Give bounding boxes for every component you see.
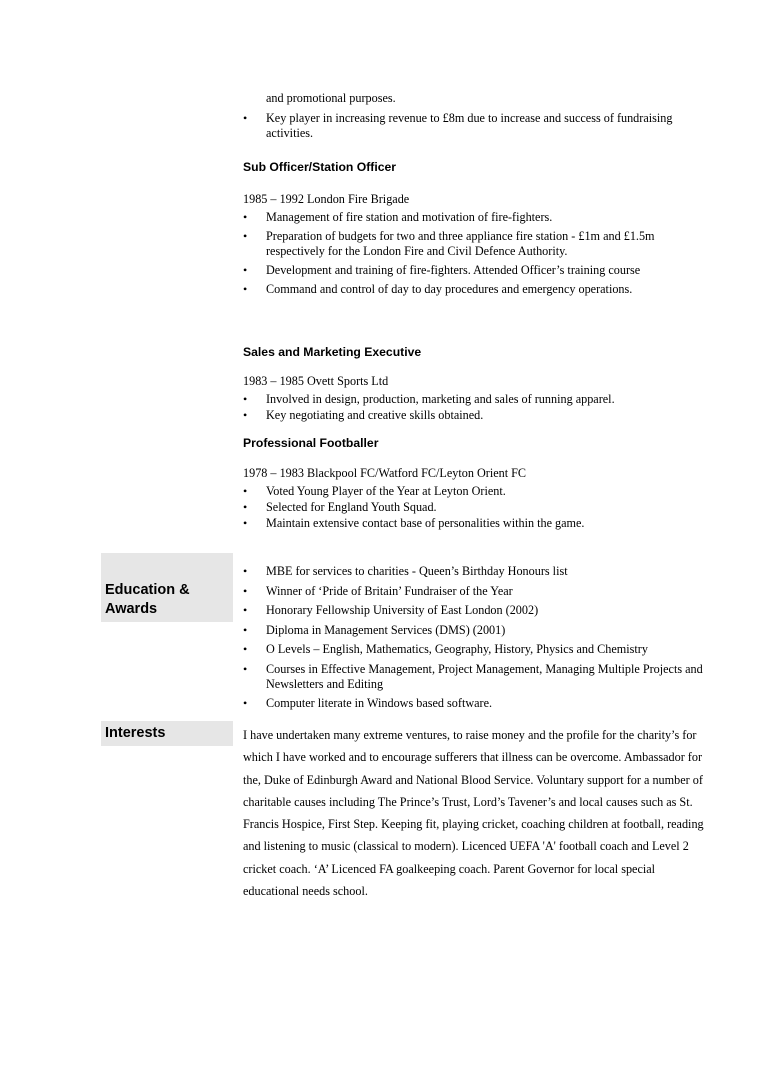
interests-paragraph: I have undertaken many extreme ventures, to raise money and the profile for the charity’s for which I have worked and to encourage sufferers that illness can be overcome. Ambassador for the, Duke of Edinburgh Award and National Blood Service. Voluntary support for a number of charitable causes including The Prince’s Trust, Lord’s Tavener’s and local causes such as St. Francis Hospice, First Step. Keeping fit, playing cricket, coaching children at football, reading and listening to music (classical to modern). Licenced UEFA 'A' football coach and Level 2 cricket coach. ‘A’ Licenced FA goalkeeping coach. Parent Governor for local special educational needs school. [243, 728, 704, 899]
sub-officer-bullets [243, 210, 708, 297]
continuation-line [243, 91, 708, 106]
bullet-item [243, 229, 708, 259]
bullet-item [243, 263, 708, 278]
footballer-bullets [243, 484, 708, 531]
bullet-item [243, 210, 708, 225]
bullet-text: Key player in increasing revenue to £8m due to increase and success of fundraising activities. [266, 111, 673, 140]
education-bullets [243, 564, 708, 711]
bullet-item [243, 642, 708, 657]
job-title-sub-officer: Sub Officer/Station Officer [243, 160, 397, 174]
bullet-text: Winner of ‘Pride of Britain’ Fundraiser of the Year [266, 583, 513, 598]
bullet-text: Computer literate in Windows based software. [266, 696, 493, 710]
bullet-item [243, 623, 708, 638]
interests-section-label [101, 721, 233, 746]
bullet-text: Involved in design, production, marketing and sales of running apparel. [266, 392, 615, 406]
bullet-text: Courses in Effective Management, Project Management, Managing Multiple Projects and Newsletters and Editing [266, 661, 703, 691]
education-section-label [101, 553, 233, 622]
sales-bullets [243, 392, 708, 423]
previous-role-continuation [243, 91, 708, 141]
bullet-text: Preparation of budgets for two and three appliance fire station - £1m and £1.5m respectively for the London Fire and Civil Defence Authority. [266, 229, 655, 258]
continuation-text: and promotional purposes. [266, 91, 396, 105]
job-dates-sales: 1983 – 1985 Ovett Sports Ltd [243, 374, 389, 388]
bullet-item [243, 696, 708, 711]
bullet-item [243, 500, 708, 515]
bullet-text: Selected for England Youth Squad. [266, 500, 437, 514]
bullet-text: Diploma in Management Services (DMS) (2001) [266, 622, 506, 637]
bullet-item [243, 408, 708, 423]
bullet-item [243, 484, 708, 499]
bullet-item [243, 662, 708, 692]
bullet-text: Development and training of fire-fighters. Attended Officer’s training course [266, 263, 641, 277]
education-title-line2: Awards [105, 601, 158, 617]
bullet-text: MBE for services to charities - Queen’s Birthday Honours list [266, 564, 568, 578]
bullet-item [243, 392, 708, 407]
bullet-text: O Levels – English, Mathematics, Geography, History, Physics and Chemistry [266, 642, 648, 656]
bullet-item [243, 282, 708, 297]
bullet-item [243, 603, 708, 618]
bullet-item [243, 584, 708, 599]
bullet-text: Key negotiating and creative skills obtained. [266, 408, 484, 422]
interests-title: Interests [105, 725, 166, 741]
job-dates-footballer: 1978 – 1983 Blackpool FC/Watford FC/Leyton Orient FC [243, 466, 527, 480]
bullet-text: Maintain extensive contact base of personalities within the game. [266, 516, 585, 530]
bullet-text: Command and control of day to day procedures and emergency operations. [266, 282, 633, 296]
job-title-sales: Sales and Marketing Executive [243, 345, 422, 359]
bullet-text: Voted Young Player of the Year at Leyton Orient. [266, 484, 506, 498]
bullet-text: Honorary Fellowship University of East London (2002) [266, 603, 539, 617]
job-dates-sub-officer: 1985 – 1992 London Fire Brigade [243, 192, 410, 206]
bullet-item [243, 111, 708, 141]
bullet-item [243, 564, 708, 579]
job-title-footballer: Professional Footballer [243, 436, 379, 450]
education-title-line1: Education & [105, 582, 190, 598]
bullet-text: Management of fire station and motivation of fire-fighters. [266, 210, 553, 224]
bullet-item [243, 516, 708, 531]
